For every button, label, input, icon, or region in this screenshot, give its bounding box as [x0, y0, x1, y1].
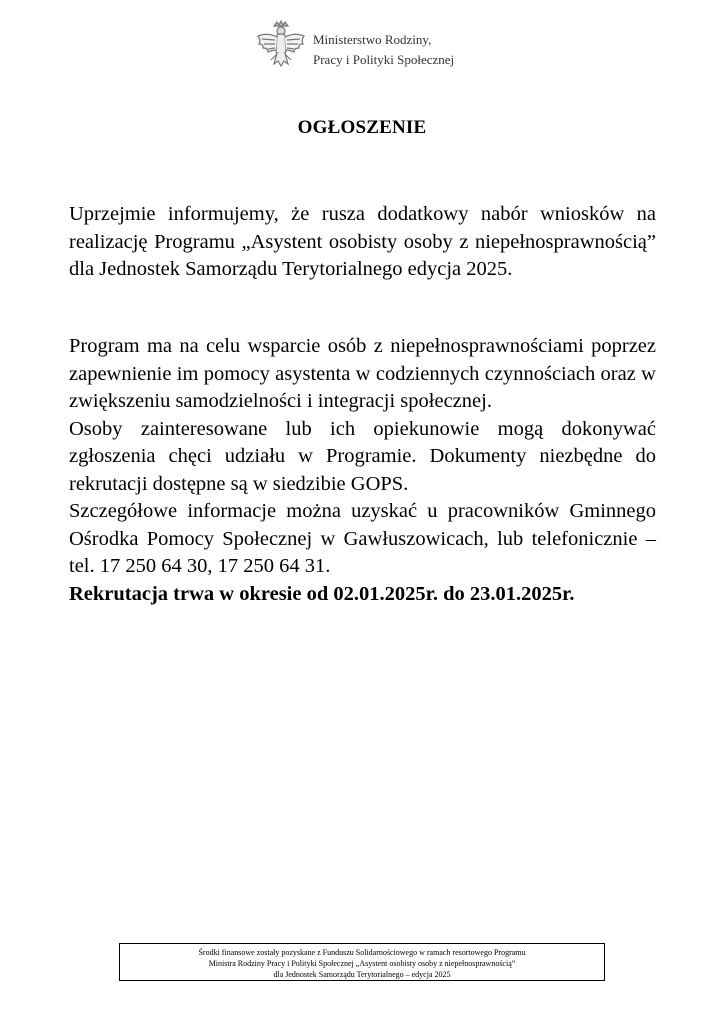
ministry-line-1: Ministerstwo Rodziny, — [313, 32, 432, 47]
intro-paragraph: Uprzejmie informujemy, że rusza dodatkowy nabór wniosków na realizację Programu „Asystent osobisty osoby z niepełnosprawnością” dla Jednostek Samorządu Terytorialnego edycja 2025. — [69, 203, 656, 280]
announcement-title: OGŁOSZENIE — [297, 117, 427, 138]
recruitment-paragraph: Rekrutacja trwa w okresie od 02.01.2025r. do 23.01.2025r. — [69, 582, 575, 605]
eagle-emblem-icon — [255, 20, 307, 78]
footer-line-2: Ministra Rodziny Pracy i Polityki Społecznej „Asystent osobisty osoby z niepełnosprawnością” — [208, 959, 516, 968]
intro-section — [69, 201, 656, 284]
footer-line-3: dla Jednostek Samorządu Terytorialnego – edycja 2025 — [273, 970, 451, 979]
goal-paragraph: Program ma na celu wsparcie osób z niepełnosprawnościami poprzez zapewnienie im pomocy asystenta w codziennych czynnościach oraz w zwiększeniu samodzielności i integracji społecznej. — [69, 335, 656, 412]
ministry-line-2: Pracy i Polityki Społecznej — [313, 52, 455, 67]
details-section — [69, 333, 656, 608]
footer-line-1: Środki finansowe zostały pozyskane z Funduszu Solidarnościowego w ramach resortowego Programu — [198, 948, 526, 957]
funding-footer — [119, 943, 605, 981]
contact-paragraph: Szczegółowe informacje można uzyskać u pracowników Gminnego Ośrodka Pomocy Społecznej w Gawłuszowicach, lub telefonicznie – tel. 17 250 64 30, 17 250 64 31. — [69, 500, 656, 577]
ministry-header — [255, 20, 515, 80]
applicants-paragraph: Osoby zainteresowane lub ich opiekunowie mogą dokonywać zgłoszenia chęci udziału w Programie. Dokumenty niezbędne do rekrutacji dostępne są w siedzibie GOPS. — [69, 417, 656, 495]
ministry-name — [313, 30, 454, 70]
